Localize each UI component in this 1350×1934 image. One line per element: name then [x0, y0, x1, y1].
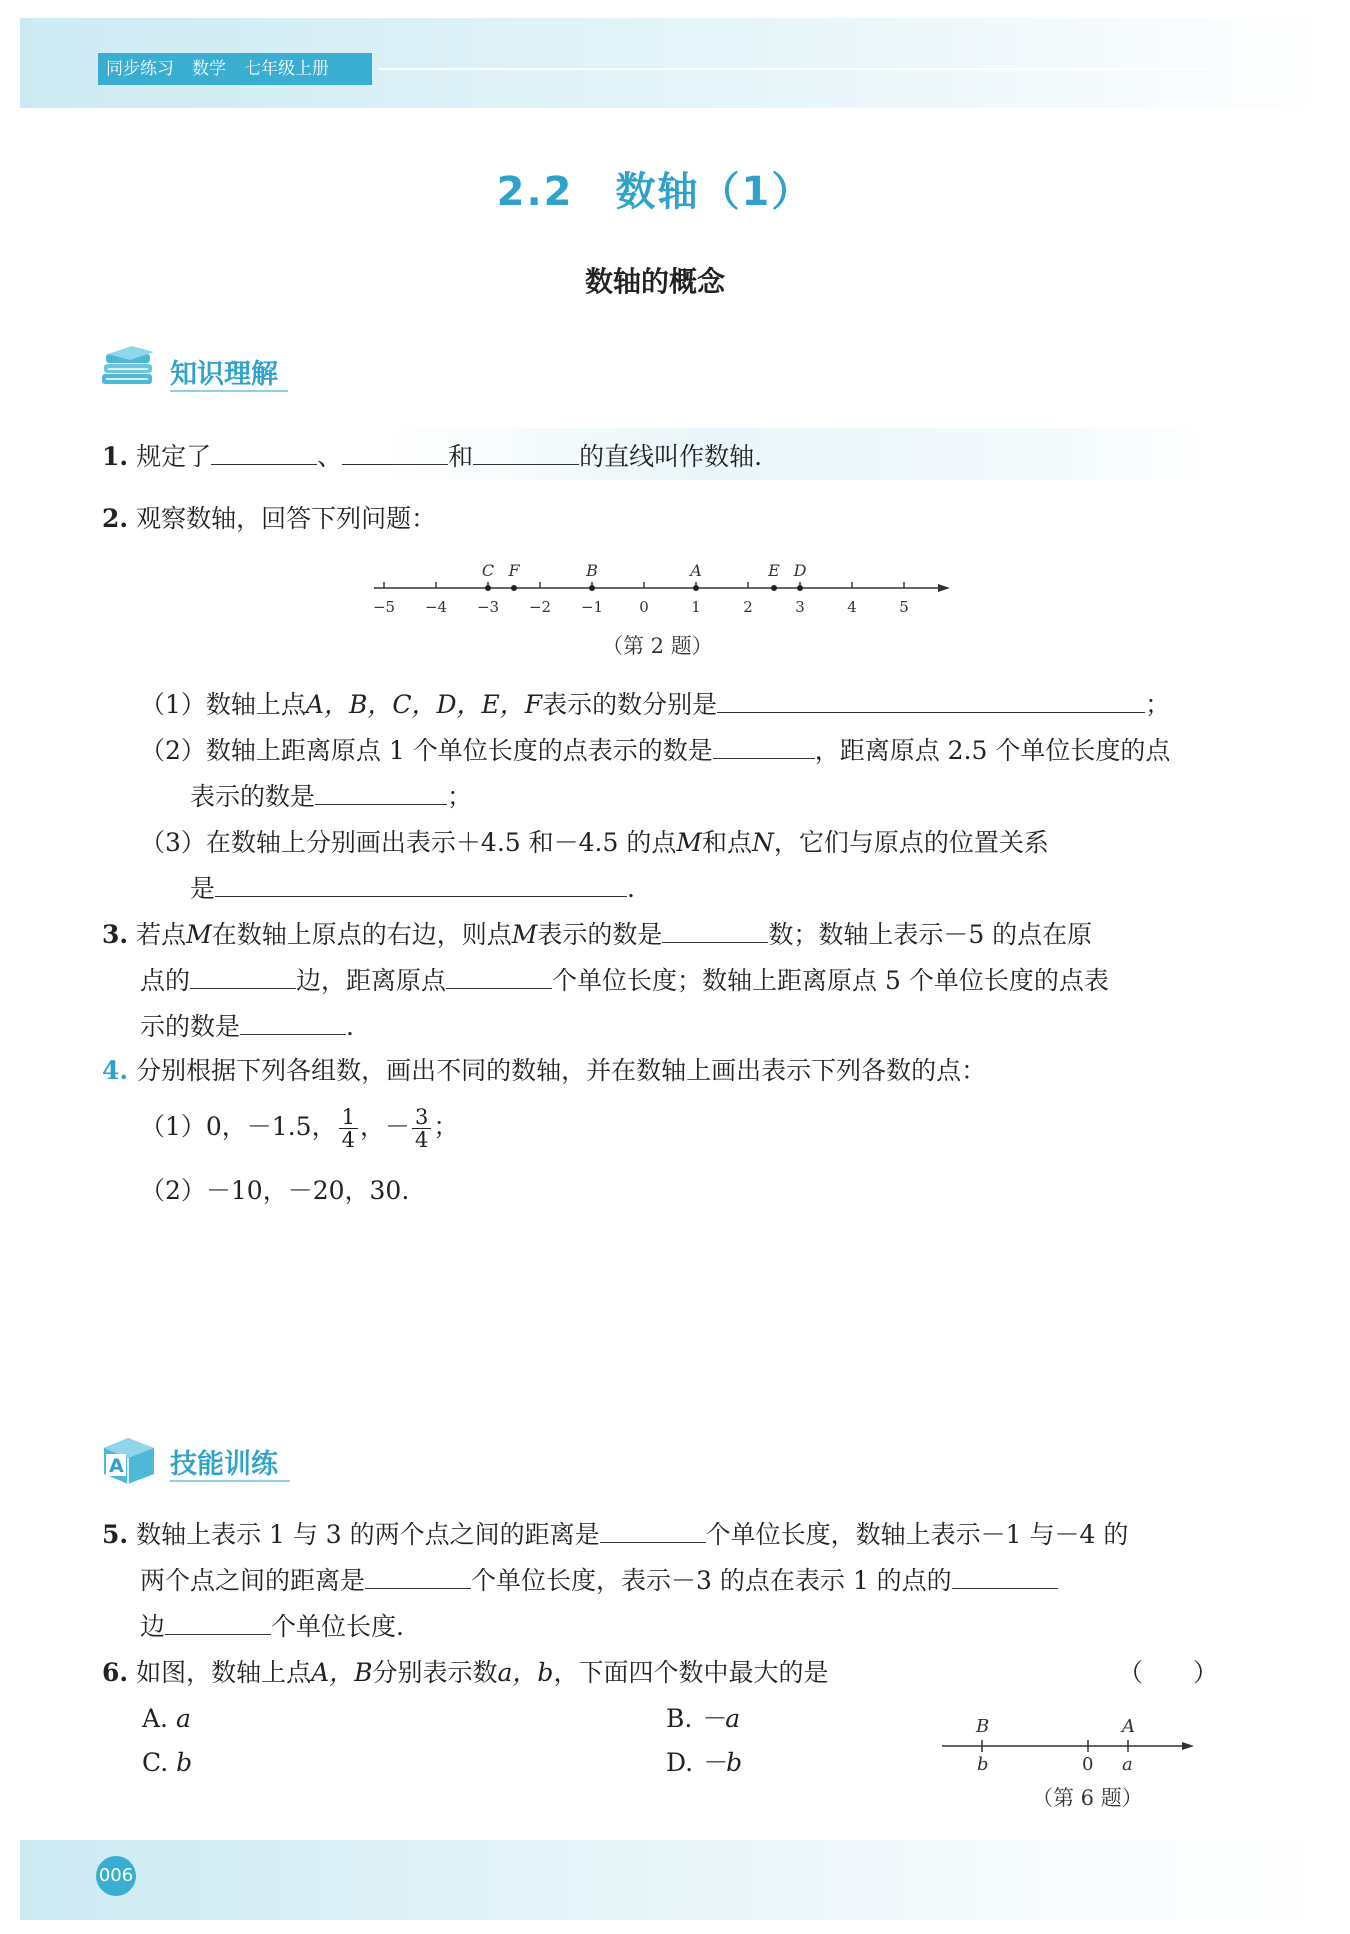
q3-blank-2[interactable] [190, 958, 296, 989]
frac2-den: 4 [414, 1128, 429, 1152]
q2-part-2 [140, 728, 1170, 774]
q2-2-text-c: 表示的数是 [190, 782, 316, 811]
section-knowledge [98, 344, 398, 396]
q5-text-b: 个单位长度，数轴上表示－1 与－4 的 [705, 1520, 1129, 1549]
q1-number: 1. [102, 442, 129, 471]
q2-1-end: ； [1145, 690, 1171, 719]
q3-text-h: 示的数是 [140, 1012, 241, 1041]
q2-point-B [589, 585, 595, 591]
question-3-line3 [140, 1004, 354, 1050]
q4-text: 分别根据下列各组数，画出不同的数轴，并在数轴上画出表示下列各数的点： [136, 1056, 987, 1085]
q6-option-c-letter: C. [142, 1748, 169, 1777]
q2-2-text-b: ，距离原点 2.5 个单位长度的点 [814, 736, 1171, 765]
q4-part-1 [140, 1104, 458, 1151]
q2-2-end: ； [447, 782, 473, 811]
q6-option-d-text: －b [701, 1748, 743, 1777]
q2-tick-label: −2 [528, 598, 552, 616]
q5-text-d: 个单位长度，表示－3 的点在表示 1 的点的 [471, 1566, 952, 1595]
question-5-line2 [140, 1558, 1058, 1604]
q6-label-A: A [1122, 1716, 1135, 1737]
frac1-den: 4 [341, 1128, 355, 1152]
q6-option-c[interactable] [142, 1740, 192, 1786]
q1-blank-2[interactable] [342, 434, 448, 465]
q2-figure-caption: （第 2 题） [602, 634, 713, 658]
q2-3-n: N [751, 828, 774, 857]
q2-part-1 [140, 682, 1170, 728]
question-1 [102, 434, 762, 480]
q2-tick-label: 3 [795, 598, 805, 616]
q6-option-b-text: －a [700, 1704, 741, 1733]
q3-blank-3[interactable] [446, 958, 552, 989]
q4-1-fraction-2 [412, 1106, 431, 1151]
q2-text: 观察数轴，回答下列问题： [136, 504, 437, 533]
q2-point-F [511, 585, 517, 591]
q2-point-E [771, 585, 777, 591]
q6-label-b: b [977, 1754, 989, 1775]
question-6 [102, 1650, 828, 1696]
q2-2-text-a: （2）数轴上距离原点 1 个单位长度的点表示的数是 [140, 736, 713, 765]
q2-point-label-E: E [768, 561, 780, 580]
q2-number: 2. [102, 504, 129, 533]
q3-end: . [346, 1012, 354, 1041]
q4-1-end: ； [433, 1112, 459, 1141]
q3-text-g: 个单位长度；数轴上距离原点 5 个单位长度的点表 [552, 966, 1109, 995]
q2-tick-label: 2 [743, 598, 753, 616]
footer-band [20, 1840, 1330, 1920]
q2-1-text-b: 表示的数分别是 [542, 690, 718, 719]
q5-text-a: 数轴上表示 1 与 3 的两个点之间的距离是 [136, 1520, 600, 1549]
q6-points: A，B [311, 1658, 373, 1687]
q4-1-text: （1）0，－1.5， [140, 1112, 337, 1141]
q5-blank-2[interactable] [365, 1558, 471, 1589]
q1-text-b: 、 [317, 442, 343, 471]
q6-option-a-text: a [175, 1704, 191, 1733]
book-tag-series: 同步练习 [106, 59, 174, 79]
page-subtitle: 数轴的概念 [584, 265, 725, 298]
header-rule [378, 68, 1208, 70]
q2-part-3 [140, 820, 1049, 866]
q6-text-b: 分别表示数 [372, 1658, 498, 1687]
q5-number: 5. [102, 1520, 129, 1549]
q6-option-a[interactable] [142, 1696, 191, 1742]
page-number: 006 [96, 1856, 136, 1896]
q6-text-c: ，下面四个数中最大的是 [553, 1658, 829, 1687]
question-4 [102, 1048, 986, 1094]
q3-m-1: M [186, 920, 212, 949]
q5-text-e: 边 [140, 1612, 166, 1641]
section-skills-underline [170, 1480, 290, 1482]
q4-2-text: （2）－10，－20，30. [140, 1176, 410, 1205]
q6-label-zero: 0 [1082, 1754, 1094, 1775]
q2-tick-label: 4 [847, 598, 857, 616]
q3-text-b: 在数轴上原点的右边，则点 [211, 920, 512, 949]
q6-number-line [936, 1700, 1196, 1780]
q2-3-text-b: ，它们与原点的位置关系 [773, 828, 1049, 857]
q2-point-label-F: F [508, 561, 520, 580]
q4-number: 4. [102, 1056, 129, 1085]
q1-text-a: 规定了 [136, 442, 212, 471]
q6-label-a: a [1122, 1754, 1133, 1775]
frac1-num: 1 [339, 1106, 358, 1129]
q5-text-c: 两个点之间的距离是 [140, 1566, 366, 1595]
q3-m-2: M [511, 920, 538, 949]
q3-blank-4[interactable] [240, 1004, 346, 1035]
q6-option-b-letter: B. [666, 1704, 693, 1733]
frac2-num: 3 [412, 1106, 431, 1129]
q2-point-label-D: D [793, 561, 807, 580]
svg-text:A: A [109, 1455, 124, 1477]
q2-tick-label: −3 [476, 598, 500, 616]
question-3-line2 [140, 958, 1109, 1004]
q2-3-and: 和点 [701, 828, 752, 857]
q3-text-f: 边，距离原点 [296, 966, 447, 995]
q5-blank-3[interactable] [952, 1558, 1058, 1589]
q2-axis-arrow [938, 584, 950, 592]
q2-3-text-c: 是 [190, 874, 216, 903]
q2-point-A [693, 585, 699, 591]
q2-point-label-B: B [586, 561, 598, 580]
q6-label-B: B [976, 1716, 990, 1737]
q1-blank-3[interactable] [473, 434, 579, 465]
q2-tick-label: 0 [639, 598, 649, 616]
section-skills [98, 1434, 398, 1486]
question-3 [102, 912, 1092, 958]
abc-cube-icon [98, 1434, 158, 1484]
q6-axis-arrow [1182, 1742, 1194, 1750]
q6-number: 6. [102, 1658, 129, 1687]
q6-vars: a，b [497, 1658, 554, 1687]
q6-option-c-text: b [176, 1748, 193, 1777]
q2-part-2-cont [190, 774, 472, 820]
q2-tick-label: 5 [899, 598, 909, 616]
q5-blank-1[interactable] [600, 1512, 706, 1543]
q1-text-d: 的直线叫作数轴. [579, 442, 763, 471]
q2-1-blank[interactable] [717, 682, 1145, 713]
q2-point-label-C: C [481, 561, 495, 580]
q6-option-d[interactable] [666, 1740, 742, 1786]
section-knowledge-underline [170, 390, 288, 392]
question-2 [102, 496, 436, 542]
q2-3-text-a: （3）在数轴上分别画出表示＋4.5 和－4.5 的点 [140, 828, 677, 857]
question-5 [102, 1512, 1128, 1558]
q2-1-text-a: （1）数轴上点 [140, 690, 306, 719]
section-knowledge-title: 知识理解 [170, 359, 278, 390]
q1-blank-1[interactable] [211, 434, 317, 465]
q6-option-b[interactable] [666, 1696, 740, 1742]
q2-point-C [485, 585, 491, 591]
q2-tick-label: −4 [424, 598, 448, 616]
book-tag [98, 53, 372, 85]
q6-option-a-letter: A. [142, 1704, 169, 1733]
q6-figure-caption: （第 6 题） [1032, 1786, 1143, 1810]
q2-tick-label: −1 [580, 598, 604, 616]
q2-point-D [797, 585, 803, 591]
books-icon [98, 344, 160, 394]
q3-number: 3. [102, 920, 129, 949]
q1-text-c: 和 [448, 442, 474, 471]
q2-2-blank-2[interactable] [315, 774, 447, 805]
q2-3-m: M [676, 828, 702, 857]
question-5-line3 [140, 1604, 404, 1650]
q5-text-f: 个单位长度. [271, 1612, 404, 1641]
q3-text-e: 点的 [140, 966, 191, 995]
book-tag-subject: 数学 [192, 59, 226, 79]
q2-1-vars: A，B，C，D，E，F [305, 690, 543, 719]
q2-2-blank-1[interactable] [713, 728, 815, 759]
q3-blank-1[interactable] [662, 912, 768, 943]
q2-tick-label: −5 [372, 598, 396, 616]
page-title: 2.2 数轴（1） [496, 169, 814, 215]
q5-blank-4[interactable] [165, 1604, 271, 1635]
q6-text-a: 如图，数轴上点 [136, 1658, 312, 1687]
q3-text-d: 数；数轴上表示－5 的点在原 [768, 920, 1093, 949]
section-skills-title: 技能训练 [170, 1449, 278, 1480]
q4-1-sep: ，－ [359, 1112, 410, 1141]
q6-answer-paren[interactable]: （ ） [1118, 1658, 1219, 1687]
q4-part-2 [140, 1168, 409, 1214]
q4-1-fraction-1 [339, 1106, 358, 1151]
q3-text-a: 若点 [136, 920, 187, 949]
q2-3-end: . [627, 874, 635, 903]
q2-part-3-cont [190, 866, 635, 912]
q6-option-d-letter: D. [666, 1748, 694, 1777]
q2-point-label-A: A [690, 561, 702, 580]
q3-text-c: 表示的数是 [537, 920, 663, 949]
q2-3-blank[interactable] [215, 866, 627, 897]
book-tag-grade: 七年级上册 [244, 59, 329, 79]
q2-tick-label: 1 [691, 598, 701, 616]
